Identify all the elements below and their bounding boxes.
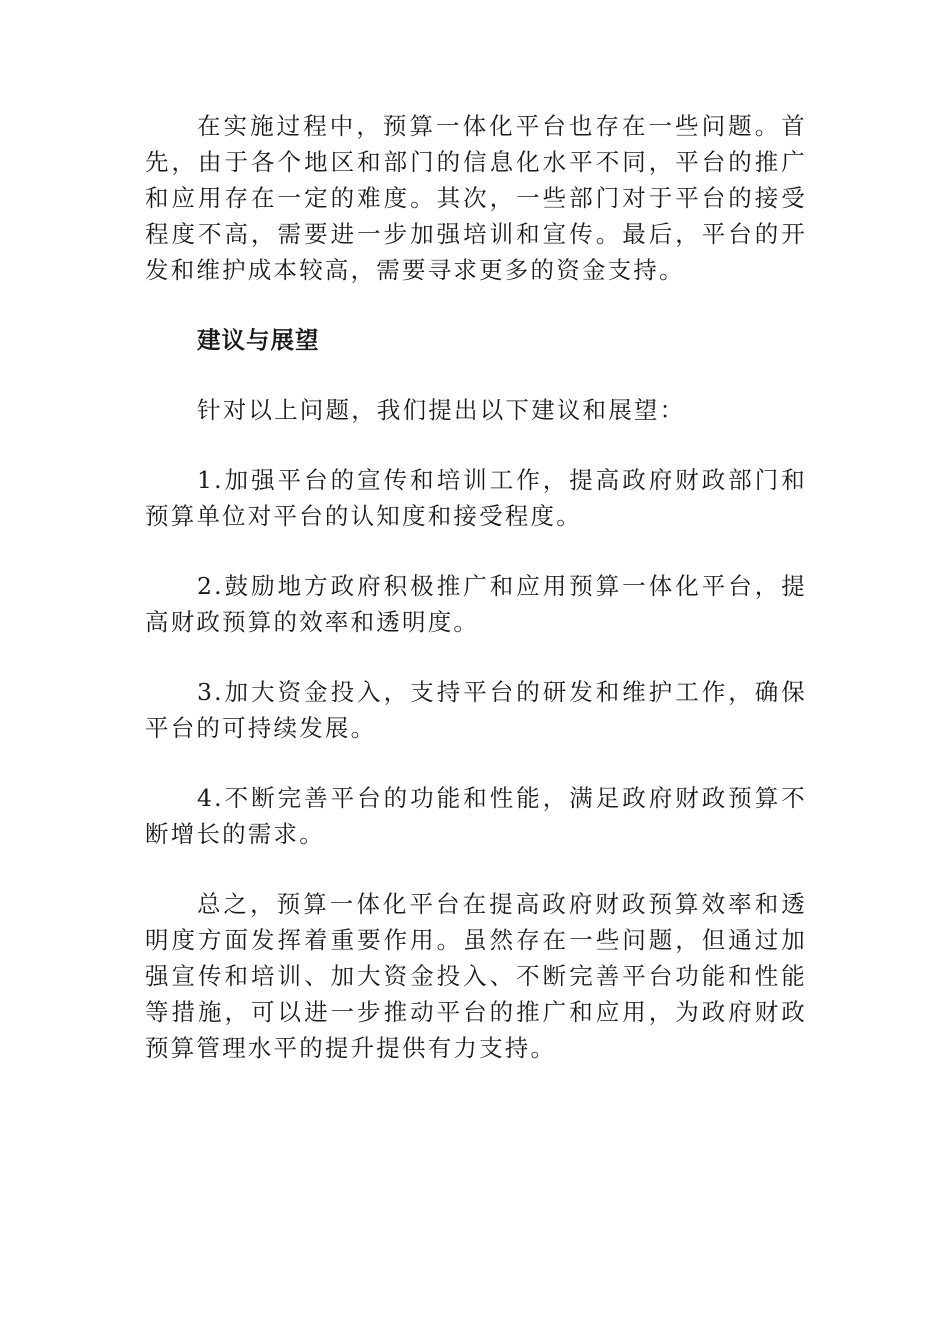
lead-paragraph: 针对以上问题，我们提出以下建议和展望：	[197, 396, 686, 424]
section-heading: 建议与展望	[197, 326, 320, 354]
suggestion-item-2: 2.鼓励地方政府积极推广和应用预算一体化平台，提高财政预算的效率和透明度。	[145, 572, 807, 636]
suggestion-item-4: 4.不断完善平台的功能和性能，满足政府财政预算不断增长的需求。	[145, 784, 807, 848]
document-body	[145, 108, 807, 1100]
suggestion-item-1: 1.加强平台的宣传和培训工作，提高政府财政部门和预算单位对平台的认知度和接受程度。	[145, 466, 807, 530]
suggestion-item-3: 3.加大资金投入，支持平台的研发和维护工作，确保平台的可持续发展。	[145, 678, 807, 742]
intro-paragraph: 在实施过程中，预算一体化平台也存在一些问题。首先，由于各个地区和部门的信息化水平不同，平台的推广和应用存在一定的难度。其次，一些部门对于平台的接受程度不高，需要进一步加强培训和宣传。最后，平台的开发和维护成本较高，需要寻求更多的资金支持。	[145, 112, 807, 284]
conclusion-paragraph: 总之，预算一体化平台在提高政府财政预算效率和透明度方面发挥着重要作用。虽然存在一些问题，但通过加强宣传和培训、加大资金投入、不断完善平台功能和性能等措施，可以进一步推动平台的推广和应用，为政府财政预算管理水平的提升提供有力支持。	[145, 890, 807, 1062]
